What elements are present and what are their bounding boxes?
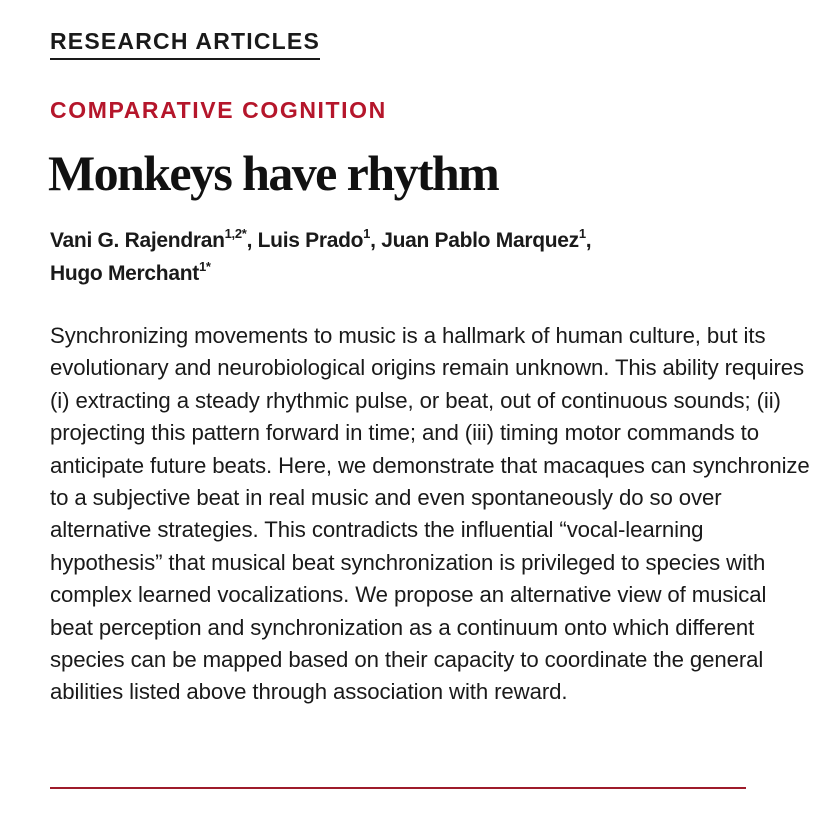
section-label: RESEARCH ARTICLES — [50, 28, 320, 60]
author-name: Vani G. Rajendran — [50, 229, 225, 252]
author-separator: , — [370, 229, 382, 252]
author-name: Hugo Merchant — [50, 262, 199, 285]
author-name: Juan Pablo Marquez — [381, 229, 579, 252]
subject-label: COMPARATIVE COGNITION — [50, 97, 387, 123]
author-separator: , — [246, 229, 258, 252]
article-title: Monkeys have rhythm — [48, 145, 499, 201]
author-affiliation: 1 — [578, 226, 586, 241]
author-list — [50, 224, 790, 290]
author-affiliation: 1 — [363, 226, 371, 241]
author-affiliation: 1* — [198, 259, 211, 274]
author-affiliation: 1,2* — [224, 226, 247, 241]
abstract-text: Synchronizing movements to music is a hallmark of human culture, but its evolutionary and neurobiological origins remain unknown. This ability requires (i) extracting a steady rhythmic pulse, or beat, out of continuous sounds; (ii) projecting this pattern forward in time; and (iii) timing motor commands to anticipate future beats. Here, we demonstrate that macaques can synchronize to a subjective beat in real music and even spontaneously do so over alternative strategies. This contradicts the influential “vocal-learning hypothesis” that musical beat synchronization is privileged to species with complex learned vocalizations. We propose an alternative view of musical beat perception and synchronization as a continuum onto which different species can be mapped based on their capacity to coordinate the general abilities listed above through association with reward. — [50, 323, 810, 705]
author-separator: , — [585, 229, 592, 252]
author-name: Luis Prado — [257, 229, 364, 252]
bottom-divider — [50, 787, 746, 789]
